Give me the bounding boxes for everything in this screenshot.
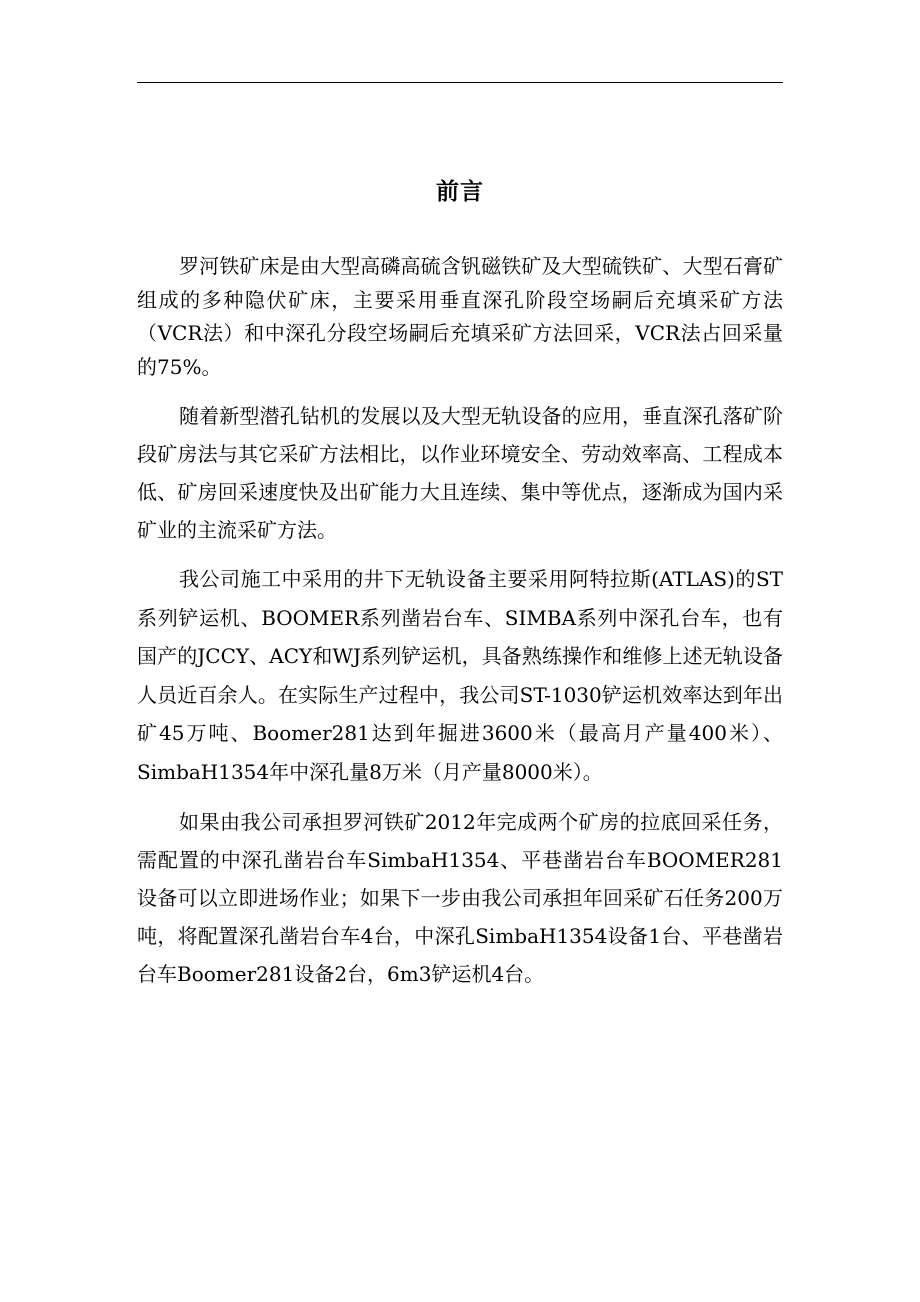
- paragraph-3: 我公司施工中采用的井下无轨设备主要采用阿特拉斯(ATLAS)的ST系列铲运机、BOOMER系列凿岩台车、SIMBA系列中深孔台车，也有国产的JCCY、ACY和WJ系列铲运机，具备熟练操作和维修上述无轨设备人员近百余人。在实际生产过程中，我公司ST-1030铲运机效率达到年出矿45万吨、Boomer281达到年掘进3600米（最高月产量400米）、SimbaH1354年中深孔量8万米（月产量8000米）。: [137, 567, 783, 784]
- paragraph-4: 如果由我公司承担罗河铁矿2012年完成两个矿房的拉底回采任务，需配置的中深孔凿岩台车SimbaH1354、平巷凿岩台车BOOMER281设备可以立即进场作业；如果下一步由我公司承担年回采矿石任务200万吨，将配置深孔凿岩台车4台，中深孔SimbaH1354设备1台、平巷凿岩台车Boomer281设备2台，6m3铲运机4台。: [137, 810, 783, 986]
- document-body: [137, 250, 783, 993]
- paragraph-2: 随着新型潜孔钻机的发展以及大型无轨设备的应用，垂直深孔落矿阶段矿房法与其它采矿方法相比，以作业环境安全、劳动效率高、工程成本低、矿房回采速度快及出矿能力大且连续、集中等优点，逐渐成为国内采矿业的主流采矿方法。: [137, 404, 783, 542]
- header-rule: [137, 82, 783, 83]
- page-title: 前言: [436, 178, 484, 205]
- paragraph-1: 罗河铁矿床是由大型高磷高硫含钒磁铁矿及大型硫铁矿、大型石膏矿组成的多种隐伏矿床，主要采用垂直深孔阶段空场嗣后充填采矿方法（VCR法）和中深孔分段空场嗣后充填采矿方法回采，VCR法占回采量的75%。: [137, 254, 783, 379]
